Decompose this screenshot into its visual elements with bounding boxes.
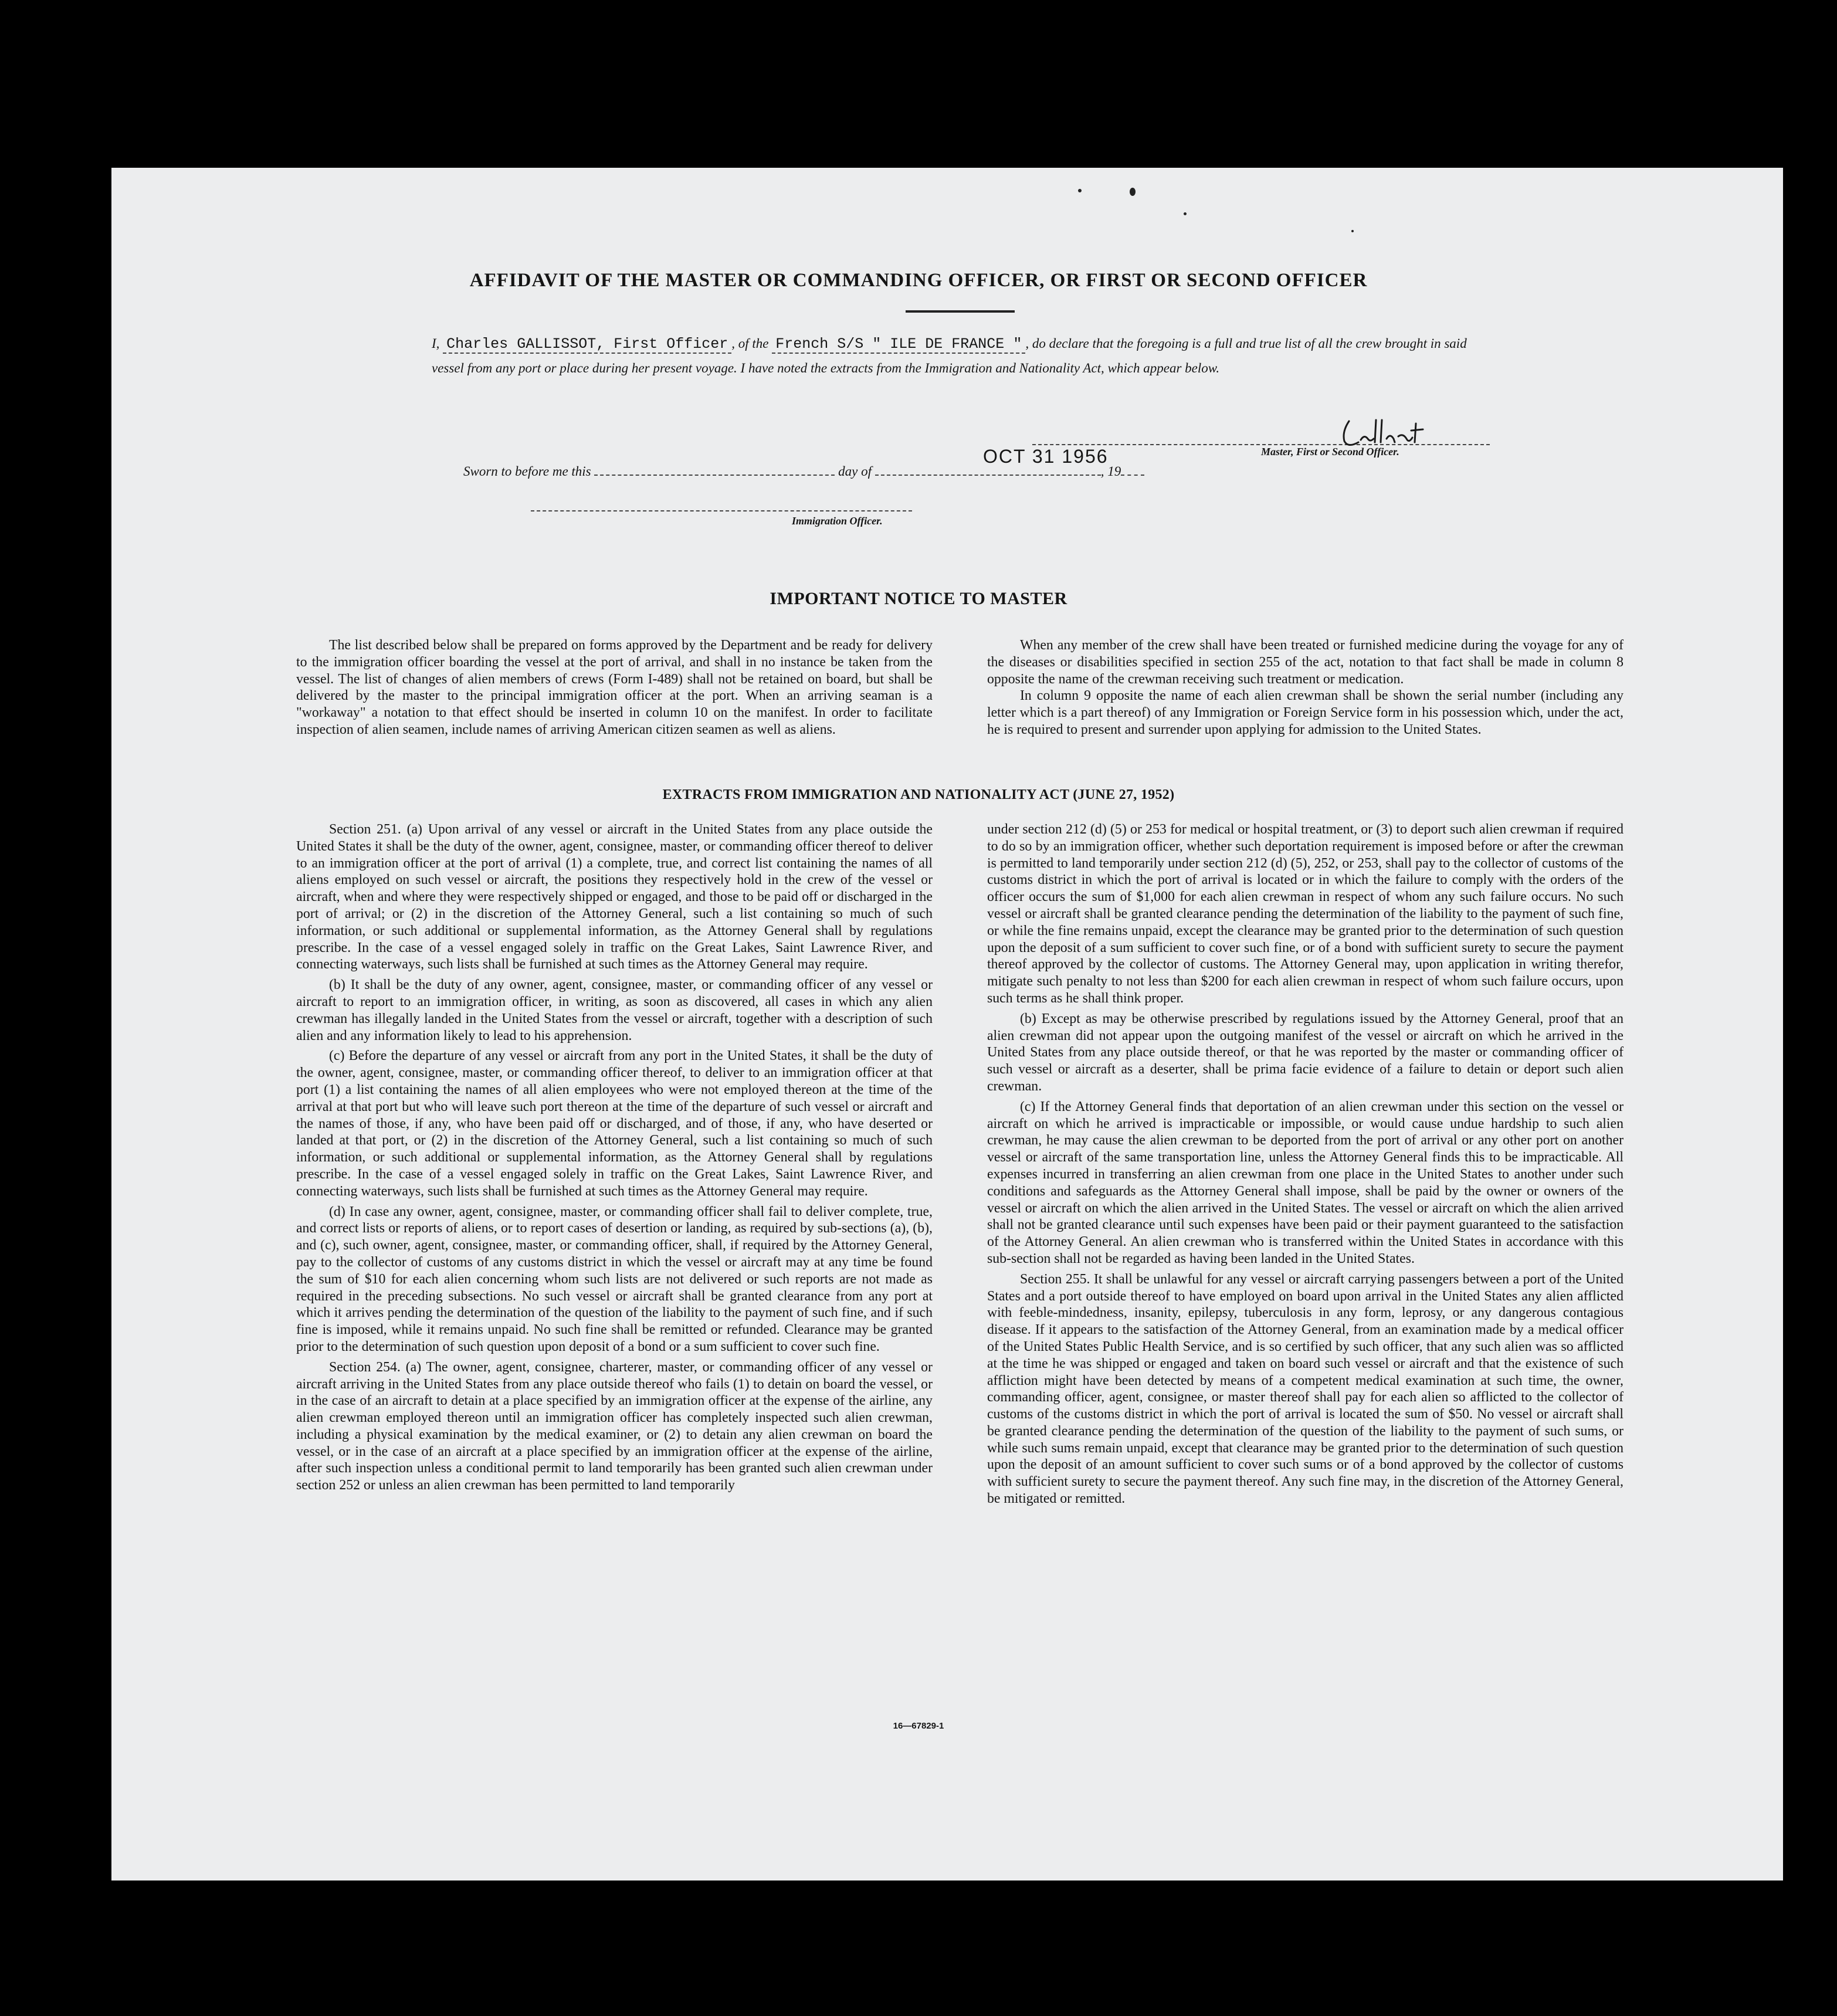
act-section-254-c: (c) If the Attorney General finds that deportation of an alien crewman under this section on the vessel or aircraft on which he arrived is impracticable or impossible, or would cause undue hardship to such alien crewman, he may cause the alien crewman to be deported from the port of arrival or any other port on another vessel or aircraft of the same transportation line, unless the Attorney General finds this to be impracticable. All expenses incurred in transferring an alien crewman from one place in the United States to another under such conditions and safeguards as the Attorney General shall impose, shall be paid by the owner or owners of the vessel or aircraft on which the alien arrived in the United States. The vessel or aircraft on which the alien arrived shall not be granted clearance until such expenses have been paid or their payment guaranteed to the satisfaction of the Attorney General. An alien crewman who is transferred within the United States in accordance with this sub-section shall not be regarded as having been landed in the United States.: [987, 1099, 1624, 1266]
scan-speck: [1351, 230, 1354, 232]
act-section-251-d: (d) In case any owner, agent, consignee, master, or commanding officer shall fail to deliver complete, true, and correct lists or reports of aliens, or to report cases of desertion or landing, as required by sub-sections (a), (b), and (c), such owner, agent, consignee, master, or commanding officer, shall, if required by the Attorney General, pay to the collector of customs of any customs district in which the vessel or aircraft may at any time be found the sum of $10 for each alien concerning whom such lists are not delivered or such reports are not made as required in the preceding subsections. No such vessel or aircraft shall be granted clearance from any port at which it arrives pending the determination of the question of the liability to the payment of such fine, and if such fine is imposed, while it remains unpaid. No such fine shall be remitted or refunded. Clearance may be granted prior to the determination of such question upon deposit of a bond or a sum sufficient to cover such fine.: [296, 1204, 933, 1354]
notice-right-column: [987, 637, 1624, 742]
year-label: , 19: [1100, 464, 1121, 479]
act-section-251-c: (c) Before the departure of any vessel or aircraft from any port in the United States, it shall be the duty of the owner, agent, consignee, master, or commanding officer thereof, to deliver to an immigration officer at that port (1) a list containing the names of all alien employees who were not employed thereon at the time of the arrival at that port but who will leave such port thereon at the time of the departure of such vessel or aircraft and the names of those, if any, who have been paid off or discharged, and of those, if any, who have deserted or landed at that port, or (2) in the discretion of the Attorney General, such a list containing so much of such information, or such additional or supplemental information, as the Attorney General shall by regulations prescribe. In the case of a vessel engaged solely in traffic on the Great Lakes, Saint Lawrence River, and connecting waterways, such lists shall be furnished at such times as the Attorney General may require.: [296, 1048, 933, 1199]
declaration-text: that the foregoing is a full and true list of all the crew brought in said vessel from any port or place during her present voyage. I have noted the extracts from the Immigration and Nationality Act, which appear below.: [432, 336, 1467, 375]
affidavit-title: AFFIDAVIT OF THE MASTER OR COMMANDING OFFICER, OR FIRST OR SECOND OFFICER: [469, 270, 1368, 291]
of-the-label: , of the: [731, 336, 769, 351]
extracts-right-column: [987, 821, 1624, 1511]
day-of-label: day of: [838, 464, 872, 479]
notice-paragraph: When any member of the crew shall have been treated or furnished medicine during the voyage for any of the diseases or disabilities specified in section 255 of the act, notation to that fact shall be made in column 8 opposite the name of the crewman receiving such treatment or medication.: [987, 638, 1624, 687]
notice-paragraph: The list described below shall be prepared on forms approved by the Department and be ready for delivery to the immigration officer boarding the vessel at the port of arrival, and shall in no instance be taken from the vessel. The list of changes of alien members of crews (Form I-489) shall not be retained on board, but shall be delivered by the master to the principal immigration officer at the port. When an arriving seaman is a "workaway" a notation to that effect should be inserted in column 10 on the manifest. In order to facilitate inspection of alien seamen, include names of arriving American citizen seamen as well as aliens.: [296, 638, 933, 737]
notice-title: IMPORTANT NOTICE TO MASTER: [770, 589, 1067, 608]
master-signature-label: Master, First or Second Officer.: [1261, 446, 1399, 458]
handwritten-signature: [1337, 415, 1443, 450]
act-section-251-b: (b) It shall be the duty of any owner, agent, consignee, master, or commanding officer of any vessel or aircraft to report to an immigration officer, in writing, as soon as discovered, all cases in which any alien crewman has illegally landed in the United States from the vessel or aircraft, together with a description of such alien and any information likely to lead to his apprehension.: [296, 977, 933, 1043]
affidavit-declaration: [432, 331, 1493, 380]
scan-speck: [1184, 212, 1187, 215]
immigration-officer-signature-line: [531, 510, 912, 511]
vessel-name: French S/S " ILE DE FRANCE ": [772, 336, 1025, 354]
title-divider: [906, 310, 1015, 313]
stamped-date: OCT 31 1956: [983, 446, 1109, 467]
notice-paragraph: In column 9 opposite the name of each alien crewman shall be shown the serial number (including any letter which is a part thereof) of any Immigration or Foreign Service form in his possession which, under the act, he is required to present and surrender upon applying for admission to the United States.: [987, 688, 1624, 737]
sworn-day-blank: [594, 464, 835, 476]
do-declare-label: , do declare: [1025, 336, 1089, 351]
act-section-254-a-continued: under section 212 (d) (5) or 253 for medical or hospital treatment, or (3) to deport such alien crewman if required to do so by an immigration officer, whether such deportation requirement is imposed before or after the crewman is permitted to land temporarily under section 212 (d) (5), 252, or 253, shall pay to the collector of customs of the customs district in which the port of arrival is located or in which the failure to comply with the orders of the officer occurs the sum of $1,000 for each alien crewman in respect of whom any such failure occurs. No such vessel or aircraft shall be granted clearance pending the determination of the liability to the payment of such fine, or while the fine remains unpaid, except the clearance may be granted prior to the determination of such question upon the deposit of a sum sufficient to cover such fine, or of a bond with sufficient surety to secure the payment thereof approved by the collector of customs. The Attorney General may, upon application in writing therefor, mitigate such penalty to not less than $200 for each alien crewman in respect of whom such failure occurs, upon such terms as he shall think proper.: [987, 822, 1624, 1006]
act-section-251-a: Section 251. (a) Upon arrival of any vessel or aircraft in the United States from any place outside the United States it shall be the duty of the owner, agent, consignee, master, or commanding officer thereof to deliver to an immigration officer at the port of arrival (1) a complete, true, and correct list containing the names of all aliens employed on such vessel or aircraft, the positions they respectively hold in the crew of the vessel or aircraft, when and where they were respectively shipped or engaged, and those to be paid off or discharged in the port of arrival; or (2) in the discretion of the Attorney General, such a list containing so much of such information, or such additional or supplemental information, as the Attorney General shall by regulations prescribe. In the case of a vessel engaged solely in traffic on the Great Lakes, Saint Lawrence River, and connecting waterways, such lists shall be furnished at such times as the Attorney General may require.: [296, 822, 933, 973]
scan-speck: [1130, 188, 1136, 196]
sworn-month-blank: [875, 464, 1101, 476]
immigration-officer-label: Immigration Officer.: [792, 515, 883, 527]
extracts-left-column: [296, 821, 933, 1494]
sworn-year-blank: [1121, 464, 1144, 476]
officer-name: Charles GALLISSOT, First Officer: [443, 336, 731, 354]
act-section-254-a: Section 254. (a) The owner, agent, consignee, charterer, master, or commanding officer of any vessel or aircraft arriving in the United States from any place outside thereof who fails (1) to detain on board the vessel, or in the case of an aircraft to detain at a place specified by an immigration officer at the expense of the airline, any alien crewman employed thereon until an immigration officer has completely inspected such alien crewman, including a physical examination by the medical examiner, or (2) to detain any alien crewman on board the vessel, or in the case of an aircraft at a place specified by an immigration officer at the expense of the airline, after such inspection unless a conditional permit to land temporarily has been granted such alien crewman under section 252 or unless an alien crewman has been permitted to land temporarily: [296, 1359, 933, 1493]
act-section-254-b: (b) Except as may be otherwise prescribed by regulations issued by the Attorney General, proof that an alien crewman did not appear upon the outgoing manifest of the vessel or aircraft on which he arrived in the United States from any place outside thereof, or that he was reported by the master or commanding officer of such vessel or aircraft as a deserter, shall be prima facie evidence of a failure to detain or deport such alien crewman.: [987, 1011, 1624, 1094]
form-number: 16—67829-1: [893, 1721, 944, 1731]
notice-left-column: [296, 637, 933, 742]
act-section-255: Section 255. It shall be unlawful for any vessel or aircraft carrying passengers between a port of the United States and a port outside thereof to have employed on board upon arrival in the United States any alien afflicted with feeble-mindedness, insanity, epilepsy, tuberculosis in any form, leprosy, or any dangerous contagious disease. If it appears to the satisfaction of the Attorney General, from an examination made by a medical officer of the United States Public Health Service, and is so certified by such officer, that any such alien was so afflicted at the time he was shipped or engaged and taken on board such vessel or aircraft and that the existence of such affliction might have been detected by means of a competent medical examination at such time, the owner, commanding officer, agent, consignee, or master thereof shall pay for each alien so afflicted to the collector of customs of the customs district in which the port of arrival is located the sum of $50. No vessel or aircraft shall be granted clearance pending the determination of the question of the liability to the payment of such sums, or while such sums remain unpaid, except that clearance may be granted prior to the determination of such question upon the deposit of an amount sufficient to cover such sums or of a bond approved by the collector of customs with sufficient surety to secure the payment thereof. Any such fine may, in the discretion of the Attorney General, be mitigated or remitted.: [987, 1271, 1624, 1507]
sworn-label: Sworn to before me this: [463, 464, 591, 479]
extracts-title: EXTRACTS FROM IMMIGRATION AND NATIONALITY ACT (JUNE 27, 1952): [662, 787, 1175, 802]
sworn-line: [463, 464, 1144, 479]
i-label: I,: [432, 336, 440, 351]
scan-speck: [1078, 189, 1082, 192]
